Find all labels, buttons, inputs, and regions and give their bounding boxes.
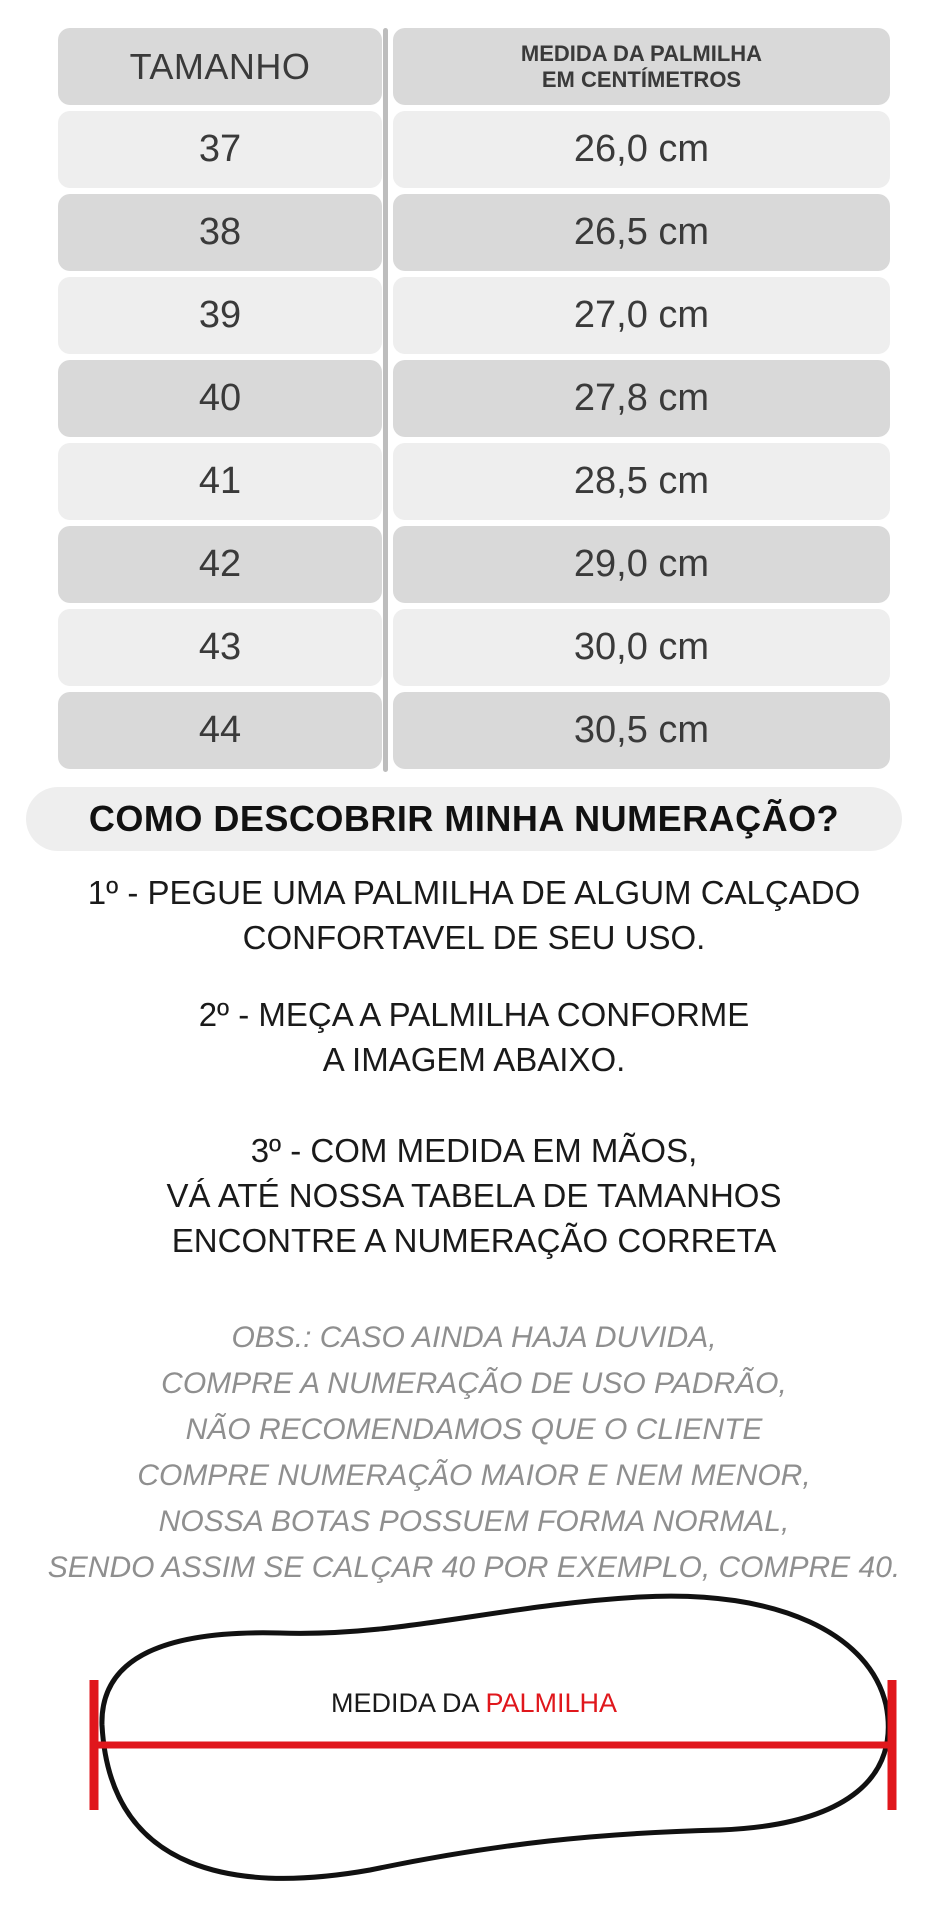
table-row <box>58 443 890 520</box>
size-cell: 42 <box>58 526 382 603</box>
obs-line-4: COMPRE NUMERAÇÃO MAIOR E NEM MENOR, <box>137 1459 811 1492</box>
step-1 <box>0 870 948 960</box>
table-row <box>58 277 890 354</box>
step-2 <box>0 992 948 1082</box>
measure-cell: 26,0 cm <box>393 111 890 188</box>
insole-diagram <box>80 1575 900 1895</box>
header-measure-line1: MEDIDA DA PALMILHA <box>520 40 763 66</box>
step-2-line-2: A IMAGEM ABAIXO. <box>322 1041 626 1078</box>
measure-cell: 30,0 cm <box>393 609 890 686</box>
label-highlight: PALMILHA <box>485 1688 618 1718</box>
measure-cell: 30,5 cm <box>393 692 890 769</box>
measure-cell: 27,8 cm <box>393 360 890 437</box>
step-3-line-3: ENCONTRE A NUMERAÇÃO CORRETA <box>171 1222 777 1259</box>
insole-outline <box>102 1596 888 1878</box>
label-prefix: MEDIDA DA <box>330 1688 486 1718</box>
size-cell: 44 <box>58 692 382 769</box>
table-row <box>58 526 890 603</box>
header-size-label: TAMANHO <box>58 28 382 105</box>
table-row <box>58 360 890 437</box>
size-cell: 37 <box>58 111 382 188</box>
table-row <box>58 692 890 769</box>
obs-line-6: SENDO ASSIM SE CALÇAR 40 POR EXEMPLO, COMPRE 40. <box>47 1551 901 1584</box>
step-3-line-1: 3º - COM MEDIDA EM MÃOS, <box>250 1132 698 1169</box>
header-measure-line2: EM CENTÍMETROS <box>541 66 742 92</box>
table-row <box>58 111 890 188</box>
step-3 <box>0 1128 948 1263</box>
size-cell: 39 <box>58 277 382 354</box>
size-cell: 40 <box>58 360 382 437</box>
step-1-line-1: 1º - PEGUE UMA PALMILHA DE ALGUM CALÇADO <box>87 874 861 911</box>
measure-cell: 28,5 cm <box>393 443 890 520</box>
size-cell: 38 <box>58 194 382 271</box>
obs-line-2: COMPRE A NUMERAÇÃO DE USO PADRÃO, <box>161 1367 787 1400</box>
observation-note <box>0 1315 948 1591</box>
size-table <box>58 28 890 775</box>
table-row <box>58 609 890 686</box>
insole-measure-label <box>0 1688 948 1719</box>
header-measure-label <box>393 28 890 105</box>
obs-line-1: OBS.: CASO AINDA HAJA DUVIDA, <box>231 1321 717 1354</box>
how-to-question-banner: COMO DESCOBRIR MINHA NUMERAÇÃO? <box>26 787 902 851</box>
obs-line-5: NOSSA BOTAS POSSUEM FORMA NORMAL, <box>158 1505 790 1538</box>
table-row <box>58 194 890 271</box>
step-1-line-2: CONFORTAVEL DE SEU USO. <box>242 919 706 956</box>
table-header-row <box>58 28 890 105</box>
size-cell: 43 <box>58 609 382 686</box>
step-3-line-2: VÁ ATÉ NOSSA TABELA DE TAMANHOS <box>166 1177 782 1214</box>
measure-cell: 26,5 cm <box>393 194 890 271</box>
measure-cell: 29,0 cm <box>393 526 890 603</box>
measure-cell: 27,0 cm <box>393 277 890 354</box>
obs-line-3: NÃO RECOMENDAMOS QUE O CLIENTE <box>185 1413 763 1446</box>
step-2-line-1: 2º - MEÇA A PALMILHA CONFORME <box>198 996 750 1033</box>
size-cell: 41 <box>58 443 382 520</box>
